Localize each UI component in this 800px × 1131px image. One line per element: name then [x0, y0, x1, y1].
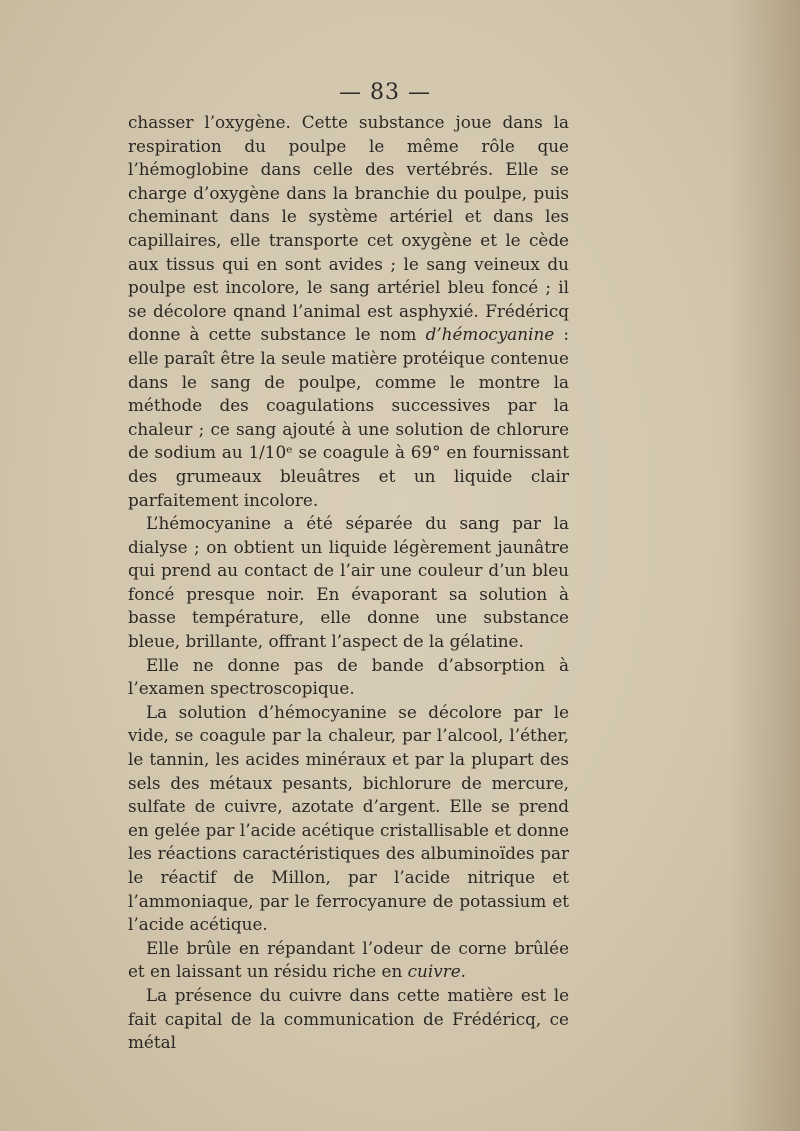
paragraph-text: La présence du cuivre dans cette matière est le fait capital de la communication de Frédéricq, ce métal: [128, 984, 569, 1053]
paragraph-text: L’hémocyanine a été séparée du sang par la dialyse ; on obtient un liquide légèrement jaunâtre qui prend au contact de l’air une couleur d’un bleu foncé presque noir. En évaporant sa solution à basse température, elle donne une substance bleue, brillante, offrant l’aspect de la gélatine.: [128, 513, 569, 652]
paragraph-2: [128, 512, 569, 654]
paragraph-text: La solution d’hémocyanine se décolore par le vide, se coagule par la chaleur, par l’alcool, l’éther, le tannin, les acides minéraux et par la plupart des sels des métaux pesants, bichlorure de mercure, sulfate de cuivre, azotate d’argent. Elle se prend en gelée par l’acide acétique cristallisable et donne les réactions caractéristiques des albuminoïdes par le réactif de Millon, par l’acide nitrique et l’ammoniaque, par le ferrocyanure de potassium et l’acide acétique.: [128, 701, 569, 935]
paragraph-text: .: [460, 961, 466, 982]
page-edge-shadow: [730, 0, 800, 1131]
paragraph-text: Elle brûle en répandant l’odeur de corne brûlée et en laissant un résidu riche en: [128, 937, 569, 982]
paragraph-3: [128, 654, 569, 701]
paragraph-4: [128, 701, 569, 937]
paragraph-5: [128, 937, 569, 984]
paragraph-text: : elle paraît être la seule matière protéique contenue dans le sang de poulpe, comme le montre la méthode des coagulations successives par la chaleur ; ce sang ajouté à une solution de chlorure de sodium au 1/10ᵉ se coagule à 69° en fournissant des grumeaux bleuâtres et un liquide clair parfaitement incolore.: [128, 324, 569, 510]
italic-term-hemocyanine: d’hémocyanine: [425, 324, 555, 345]
paragraph-1: [128, 111, 569, 512]
paragraph-text: chasser l’oxygène. Cette substance joue dans la respiration du poulpe le même rôle que l’hémoglobine dans celle des vertébrés. Elle se charge d’oxygène dans la branchie du poulpe, puis cheminant dans le système artériel et dans les capillaires, elle transporte cet oxygène et le cède aux tissus qui en sont avides ; le sang veineux du poulpe est incolore, le sang artériel bleu foncé ; il se décolore qnand l’animal est asphyxié. Frédéricq donne à cette substance le nom: [128, 112, 569, 345]
page-number: — 83 —: [339, 80, 431, 105]
paragraph-6: [128, 984, 569, 1055]
body-text: [128, 111, 569, 1055]
paragraph-text: Elle ne donne pas de bande d’absorption à l’examen spectroscopique.: [128, 654, 569, 699]
italic-term-cuivre: cuivre: [407, 961, 461, 982]
